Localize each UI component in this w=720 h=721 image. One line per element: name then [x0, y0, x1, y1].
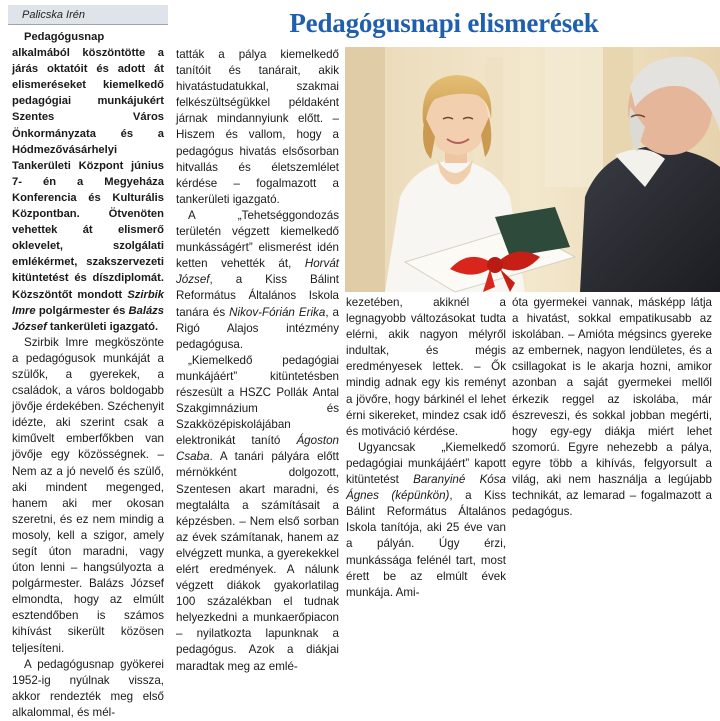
- headline: Pedagógusnapi elismerések: [289, 8, 599, 38]
- article-photo: [345, 47, 720, 292]
- paragraph: A „Tehetséggondozás területén végzett kiemelkedő munkásságért” elismerést idén ketten vehették át, Horvát József, a Kiss Bálint Református Általános Iskola tanára és Nikov-Fórián Erika, a Rigó Alajos intézmény pedagógusa.: [176, 208, 339, 351]
- author-box: [8, 5, 168, 25]
- name-horvat: Horvát József: [176, 257, 339, 287]
- column-1: [12, 29, 164, 721]
- name-szirbik: Szirbik Imre: [12, 288, 164, 317]
- column-4: [512, 295, 712, 520]
- paragraph: Szirbik Imre megköszönte a pedagógusok munkáját a szülők, a gyerekek, a családok, a város boldogabb jövője érdekében. Széchenyit idézte, aki szerint csak a kiművelt emberfőkben van jövője egy közösségnek. – Nem az a jó nevelő és szülő, aki mindent megenged, hanem aki mer okosan szeretni, és ez nem mindig a mosoly, kell a szigor, amely segít úton maradni, vagy úton lenni – hangsúlyozta a polgármester. Balázs József elmondta, hogy az elmúlt esztendőben is számos kihívást sikerült közösen teljesíteni.: [12, 335, 164, 655]
- name-baranyine: Baranyiné Kósa Ágnes (képünkön): [346, 473, 506, 503]
- lead-paragraph: Pedagógusnap alkalmából köszöntötte a járás oktatóit és adott át elismeréseket kiemelkedő pedagógiai munkájukért Szentes Város Önkormányzata és a Hódmezővásárhelyi Tankerületi Központ június 7- én a Megyeháza Konferencia és Kulturális Központban. Ötvenöten vehettek át elismerő oklevelet, szolgálati emlékérmet, szakszervezeti kitüntetést és díszdiplomát. Közszöntőt mondott Szirbik Imre polgármester és Balázs József tankerületi igazgató.: [12, 31, 164, 333]
- name-agoston: Ágoston Csaba: [176, 434, 339, 464]
- paragraph: Ugyancsak „Kiemelkedő pedagógiai munkájáért” kapott kitüntetést Baranyiné Kósa Ágnes (képünkön), a Kiss Bálint Református Általános Iskola tanítója, aki 25 éve van a pályán. Úgy érzi, munkássága felénél tart, most érett be az elmúlt évek munkája. Ami-: [346, 440, 506, 599]
- name-nikov: Nikov-Fórián Erika: [229, 305, 326, 319]
- column-3: [346, 295, 506, 601]
- paragraph: „Kiemelkedő pedagógiai munkájáért” kitüntetésben részesült a HSZC Pollák Antal Szakgimnázium és Szakközépiskolájában elektronikát tanító Ágoston Csaba. A tanári pályára előtt mérnökként dolgozott, Szentesen akart maradni, és megtalálta a számításait a képzésben. – Nem első sorban az évek számítanak, hanem az elvégzett munka, a gyerekekkel elért eredmények. A nálunk végzett diákok gyakorlatilag 100 százalékban el tudnak helyezkedni a munkaerőpiacon – nyilatkozta lapunknak a pedagógus. Azok a diákjai maradtak meg az emlé-: [176, 353, 339, 673]
- name-balazs: Balázs József: [12, 304, 164, 333]
- paragraph: A pedagógusnap gyökerei 1952-ig nyúlnak vissza, akkor rendezték meg első alkalommal, és mél-: [12, 657, 164, 719]
- photo-illustration: [345, 47, 720, 292]
- author-name: Palicska Irén: [22, 9, 85, 21]
- paragraph: tatták a pálya kiemelkedő tanítóit és tanárait, akik hivatástudatukkal, szakmai felkészültségükkel példaként járnak mindannyiunk előtt. – Hiszem és vallom, hogy a pedagógus hivatás elsősorban hitvallás és életszemlélet kérdése – fogalmazott a tankerületi igazgató.: [176, 48, 339, 206]
- paragraph: kezetében, akiknél a legnagyobb változásokat tudta elérni, akik nagyon mélyről indultak, és mégis eredményesek lettek. – Ők mindig adnak egy kis reményt a jövőre, hogy bárkinél el lehet érni sikereket, mindez csak idő és motiváció kérdése.: [346, 296, 506, 438]
- paragraph: óta gyermekei vannak, másképp látja a hivatást, sokkal empatikusabb az iskolában. – Amióta mégsincs gyereke az embernek, nagyon lendületes, és a csillagokat is le akarja hozni, amikor azonban a saját gyermekei mellől érkezik reggel az iskolába, már észreveszi, és sokkal jobban megérti, hogy egy-egy diákja miért lehet szomorú. Egyre nehezebb a pálya, egyre több a kihívás, felgyorsult a világ, aki nem használja a legújabb technikát, az lemarad – fogalmazott a pedagógus.: [512, 296, 712, 519]
- column-2: [176, 47, 339, 675]
